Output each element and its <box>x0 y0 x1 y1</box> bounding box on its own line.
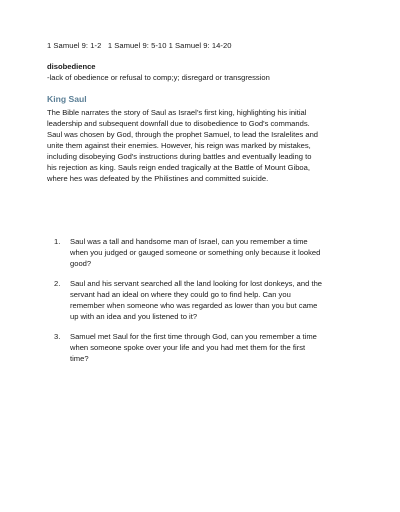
paragraph-line: Saul was chosen by God, through the prophet Samuel, to lead the Isralelites and <box>47 130 319 139</box>
paragraph-line: unite them against their enemies. However, his reign was marked by mistakes, <box>47 141 311 150</box>
question-line: Saul was a tall and handsome man of Israel, can you remember a time <box>70 237 308 246</box>
question-line: remember when someone who was regarded as lower than you but came <box>70 301 318 310</box>
paragraph-line: including disobeying God's instructions during battles and eventually leading to <box>47 152 312 161</box>
vocabulary-definition: -lack of obedience or refusal to comp;y; disregard or transgression <box>47 73 270 82</box>
question-number: 3. <box>54 332 61 341</box>
question-line: Saul and his servant searched all the land looking for lost donkeys, and the <box>70 279 323 288</box>
question-number: 2. <box>54 279 61 288</box>
question-item <box>47 278 357 322</box>
question-line: time? <box>70 354 89 363</box>
question-line: when you judged or gauged someone or something only because it looked <box>70 248 321 257</box>
section-title: King Saul <box>47 94 87 104</box>
question-item <box>47 331 357 364</box>
question-line: when someone spoke over your life and you had met them for the first <box>70 343 306 352</box>
paragraph-line: leadership and subsequent downfall due to disobedience to God's commands. <box>47 119 310 128</box>
question-number: 1. <box>54 237 61 246</box>
paragraph-line: his rejection as king. Sauls reign ended tragically at the Battle of Mount Giboa, <box>47 163 310 172</box>
question-line: servant had an ideal on where they could go to find help. Can you <box>70 290 291 299</box>
paragraph-line: where hes was defeated by the Philistines and committed suicide. <box>47 174 269 183</box>
summary-paragraph <box>47 107 347 184</box>
scripture-references: 1 Samuel 9: 1-2 1 Samuel 9: 5-10 1 Samuel 9: 14-20 <box>47 41 232 50</box>
question-line: good? <box>70 259 92 268</box>
question-line: Samuel met Saul for the first time through God, can you remember a time <box>70 332 317 341</box>
question-item <box>47 236 357 269</box>
question-line: up with an idea and you listened to it? <box>70 312 198 321</box>
discussion-questions <box>47 236 357 364</box>
vocabulary-term: disobedience <box>47 62 96 71</box>
paragraph-line: The Bible narrates the story of Saul as Israel’s first king, highlighting his initial <box>47 108 307 117</box>
